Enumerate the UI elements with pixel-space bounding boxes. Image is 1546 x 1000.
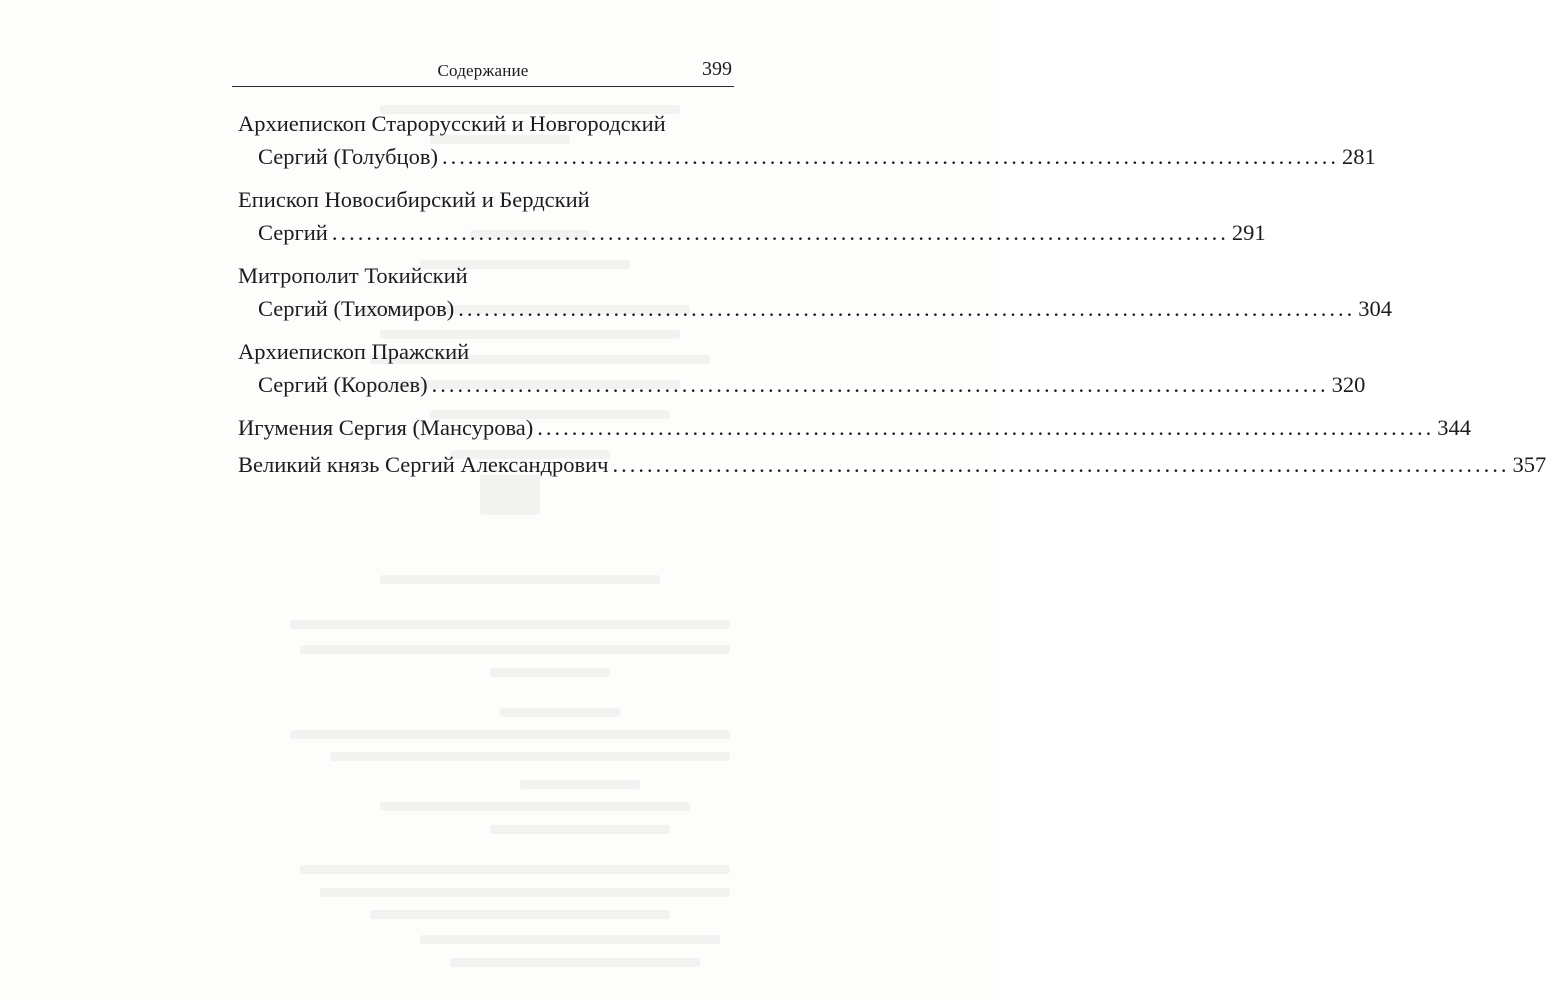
toc-entry-title: Великий князь Сергий Александрович [238,452,609,477]
dot-leader: ........................................................................................................ [331,220,1229,245]
dot-leader: ........................................................................................................ [441,144,1339,169]
toc-entry [238,183,1266,249]
toc-entry-last-line [238,292,1393,325]
toc-entry-title: Епископ Новосибирский и Бердский [238,187,590,212]
toc-entry-page: 357 [1512,452,1546,477]
toc-entry-page: 304 [1358,296,1393,321]
dot-leader: ........................................................................................................ [612,452,1510,477]
toc-entry [238,411,1471,444]
toc-entry-last-line [238,368,1366,401]
toc-entry-last-line [238,140,1376,173]
toc-entry-subtitle: Сергий (Голубцов) [258,144,438,169]
toc-entry-subtitle: Сергий [258,220,328,245]
toc-entry-page: 281 [1341,144,1376,169]
toc-entry [238,448,1546,481]
running-title: Содержание [437,61,529,80]
toc-entry-page: 291 [1231,220,1266,245]
toc-entry-subtitle: Сергий (Королев) [258,372,428,397]
page-number: 399 [702,58,732,80]
toc-entry-last-line [238,216,1266,249]
toc-entry-page: 320 [1331,372,1366,397]
toc-entry-last-line [238,448,1546,481]
dot-leader: ........................................................................................................ [431,372,1329,397]
dot-leader: ........................................................................................................ [537,415,1435,440]
toc-entry-title: Игумения Сергия (Мансурова) [238,415,534,440]
table-of-contents [238,107,1546,491]
toc-entry [238,107,1376,173]
toc-entry-title: Архиепископ Старорусский и Новгородский [238,111,666,136]
dot-leader: ........................................................................................................ [458,296,1356,321]
toc-entry-title: Митрополит Токийский [238,263,468,288]
toc-entry-subtitle: Сергий (Тихомиров) [258,296,455,321]
toc-entry [238,259,1393,325]
toc-entry [238,335,1366,401]
toc-entry-page: 344 [1437,415,1471,440]
toc-entry-last-line [238,411,1471,444]
running-header [232,58,734,87]
toc-entry-title: Архиепископ Пражский [238,339,470,364]
